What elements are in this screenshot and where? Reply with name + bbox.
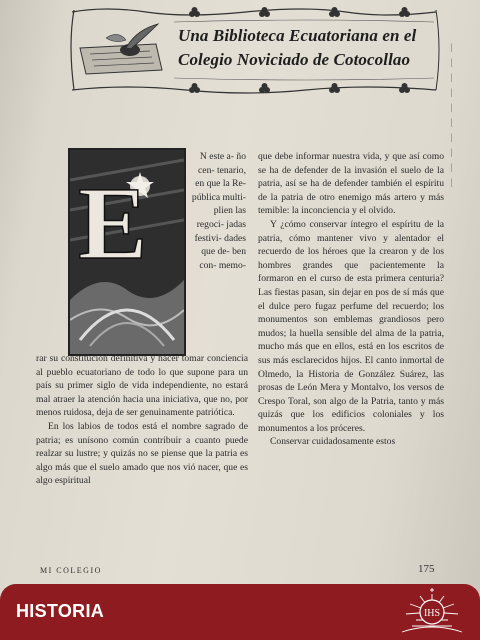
right-paragraph-1: que debe informar nuestra vida, y que así como se ha de defender de la invasión el suelo de la patria, así se ha de defender también el espíritu de la patria de otro enemigo más artero y más temible: la inconciencia y el olvido. (258, 151, 444, 217)
initial-illustration (70, 150, 184, 354)
left-paragraph-2: En los labios de todos está el nombre sagrado de patria; es unísono común contribuir a cuanto puede realzar su lustre; y quizás no se piense que la patria es algo más que el suelo amado que nos vió nacer, que es algo espiritual (36, 420, 248, 487)
page-number: 175 (418, 563, 435, 575)
right-paragraph-2: Y ¿cómo conservar íntegro el espíritu de la patria, cómo mantener vivo y alentador el recuerdo de los héroes que la crearon y de los hombres grandes que pacientemente la formaron en el curso de esta primera centuria? Las fiestas pasan, sin dejar en pos de sí más que el dulce pero fugaz perfume del recuerdo; los monumentos son emblemas grandiosos pero mudos; la huella sensible del alma de la patria, mucho más que en ellos, está en los escritos de sus más esclarecidos hijos. El canto inmortal de Olmedo, la Historia de González Suárez, las prosas de León Mera y Montalvo, los versos de Crespo Toral, son algo de la Patria, tanto y más quizás que los edificios coloniales y los monumentos a los próceres. (258, 218, 444, 434)
page-edge-marks: | | | | | | | | | | (450, 42, 454, 187)
ihs-logo-text: IHS (423, 608, 441, 619)
ornate-initial-e (68, 148, 186, 356)
right-paragraph-3: Conservar cuidadosamente estos (270, 436, 396, 448)
left-paragraph-1: rar su constitución definitiva y hacer tomar conciencia al pueblo ecuatoriano de todo lo que supone para un país su primer siglo de vida independiente, no estará mal atraer la atención hacia una iniciativa, que no, por menos ruidosa, deja de ser genuinamente patriótica. (36, 353, 248, 419)
right-text-column (258, 150, 444, 449)
ihs-emblem-logo (392, 586, 472, 638)
article-header (66, 4, 442, 96)
left-text-column (36, 352, 248, 488)
magazine-name: MI COLEGIO (40, 566, 102, 575)
category-label[interactable]: HISTORIA (16, 601, 105, 621)
drop-cap-letter: E (78, 166, 148, 281)
article-title-line-2: Colegio Noviciado de Cotocollao (178, 50, 411, 69)
quill-inkwell-illustration (80, 24, 162, 74)
article-title-line-1: Una Biblioteca Ecuatoriana en el (178, 26, 417, 45)
narrow-text-column (190, 150, 246, 272)
narrow-text: N este a- ño cen- tenario, en que la Re- pública multi- plien las regoci- jadas festivi- dades que de- ben con- memo- (191, 151, 246, 271)
